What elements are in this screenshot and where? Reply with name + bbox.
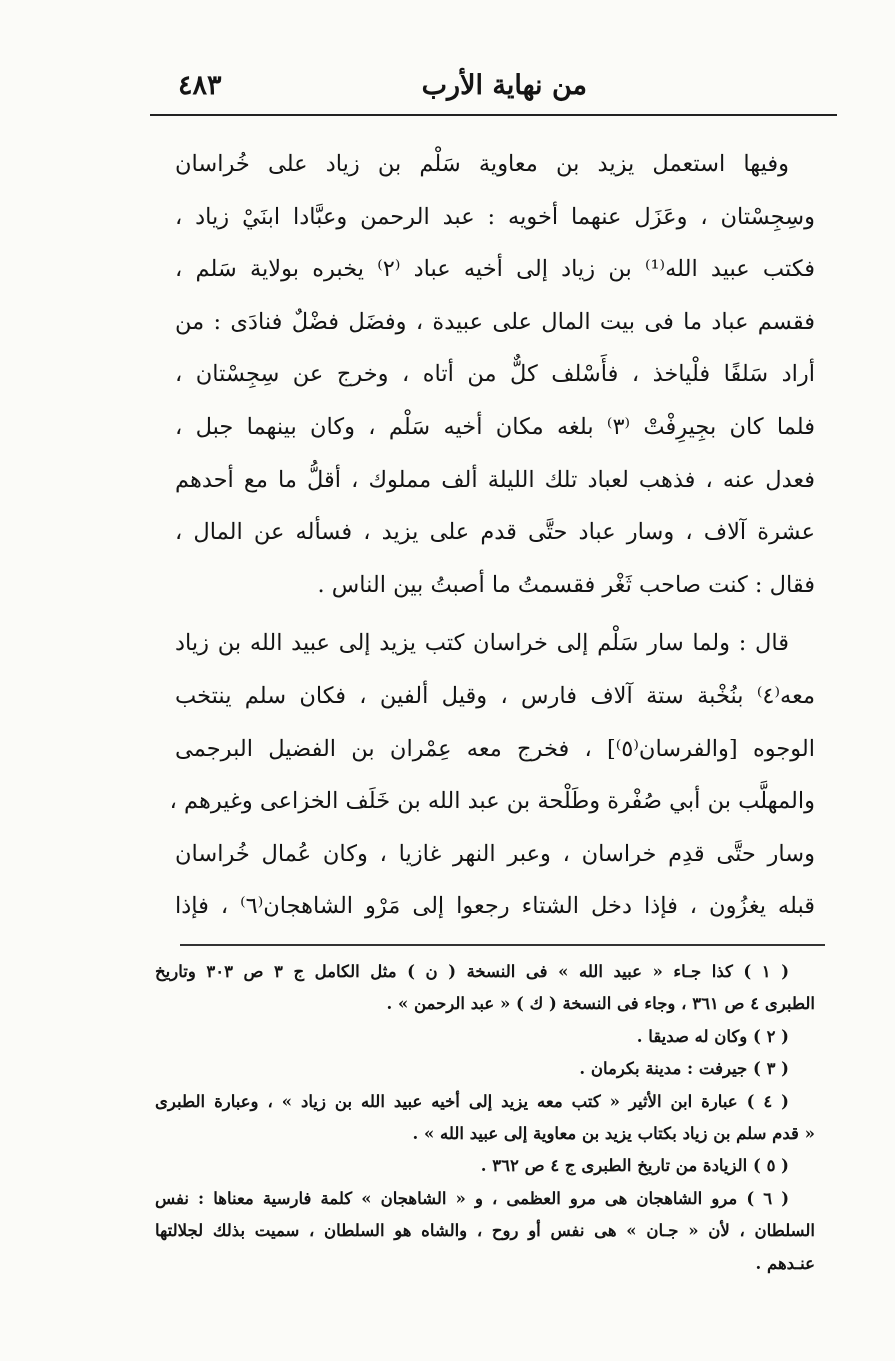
footnote-line: ( ٤ ) عبارة ابن الأثير « كتب معه يزيد إلى أخيه عبيد الله بن زياد » ، وعبارة الطبرى xyxy=(155,1091,789,1111)
text-line: فلما كان بجِيرِفْتْ ⁽٣⁾ بلغه مكان أخيه سَلْم ، وكان بينهما جبل ، xyxy=(175,413,815,440)
text-line: أراد سَلفًا فلْياخذ ، فأَسْلف كلٌّ من أتاه ، وخرج عن سِجِسْتان ، xyxy=(175,361,815,388)
text-line: فقال : كنت صاحب ثَغْر فقسمتُ ما أصبتُ بين الناس . xyxy=(317,571,815,598)
footnote-line: عنـدهم . xyxy=(755,1253,815,1273)
footnote-line: ( ١ ) كذا جـاء « عبيد الله » فى النسخة ( ن ) مثل الكامل ج ٣ ص ٣٠٣ وتاريخ xyxy=(155,962,790,981)
footnote-line: السلطان ، لأن « جـان » هى نفس أو روح ، والشاه هو السلطان ، سميت بذلك لجلالتها xyxy=(155,1221,815,1241)
page-header xyxy=(150,66,837,106)
text-line: فكتب عبيد الله⁽¹⁾ بن زياد إلى أخيه عباد ⁽٢⁾ يخبره بولاية سَلم ، xyxy=(175,256,815,283)
text-line: فقسم عباد ما فى بيت المال على عبيدة ، وفضَل فضْلٌ فنادَى : من xyxy=(175,308,815,335)
footnote-line: ( ٦ ) مرو الشاهجان هى مرو العظمى ، و « الشاهجان » كلمة فارسية معناها : نفس xyxy=(155,1188,789,1208)
paragraph-1 xyxy=(175,138,815,611)
text-line: وفيها استعمل يزيد بن معاوية سَلْم بن زياد على خُراسان xyxy=(175,151,789,177)
paragraph-2 xyxy=(169,617,815,933)
text-line: الوجوه [والفرسان⁽٥⁾] ، فخرج معه عِمْران بن الفضيل البرجمى xyxy=(175,735,815,762)
footnote-rule xyxy=(180,944,825,946)
text-line: قبله يغزُون ، فإذا دخل الشتاء رجعوا إلى مَرْو الشاهجان⁽٦⁾ ، فإذا xyxy=(175,893,815,920)
footnotes xyxy=(155,956,815,1280)
text-line: معه⁽٤⁾ بنُخْبة ستة آلاف فارس ، وقيل ألفين ، فكان سلم ينتخب xyxy=(175,682,815,709)
footnote-line: الطبرى ٤ ص ٣٦١ ، وجاء فى النسخة ( ك ) « عبد الرحمن » . xyxy=(386,994,815,1014)
main-text xyxy=(169,138,815,933)
text-line: وسِجِسْتان ، وعَزَل عنهما أخويه : عبد الرحمن وعبَّادا ابنَيْ زياد ، xyxy=(175,203,815,230)
footnote-line: ( ٣ ) جيرفت : مدينة بكرمان . xyxy=(579,1059,789,1079)
header-rule xyxy=(150,114,837,116)
text-line: والمهلَّب بن أبي صُفْرة وطَلْحة بن عبد الله بن خَلَف الخزاعى وغيرهم ، xyxy=(169,788,815,815)
text-line: قال : ولما سار سَلْم إلى خراسان كتب يزيد إلى عبيد الله بن زياد xyxy=(175,630,789,657)
page-number: ٤٨٣ xyxy=(178,70,222,101)
footnote-line: « قدم سلم بن زياد بكتاب يزيد بن معاوية إلى عبيد الله » . xyxy=(412,1124,815,1144)
text-line: عشرة آلاف ، وسار عباد حتَّى قدم على يزيد ، فسأله عن المال ، xyxy=(175,519,815,546)
footnote-line: ( ٥ ) الزيادة من تاريخ الطبرى ج ٤ ص ٣٦٢ . xyxy=(480,1156,789,1176)
text-line: وسار حتَّى قدِم خراسان ، وعبر النهر غازيا ، وكان عُمال خُراسان xyxy=(175,840,815,867)
footnote-line: ( ٢ ) وكان له صديقا . xyxy=(636,1026,789,1046)
text-line: فعدل عنه ، فذهب لعباد تلك الليلة ألف مملوك ، أقلُّ ما مع أحدهم xyxy=(175,466,815,493)
running-title: من نهاية الأرب xyxy=(421,70,587,101)
